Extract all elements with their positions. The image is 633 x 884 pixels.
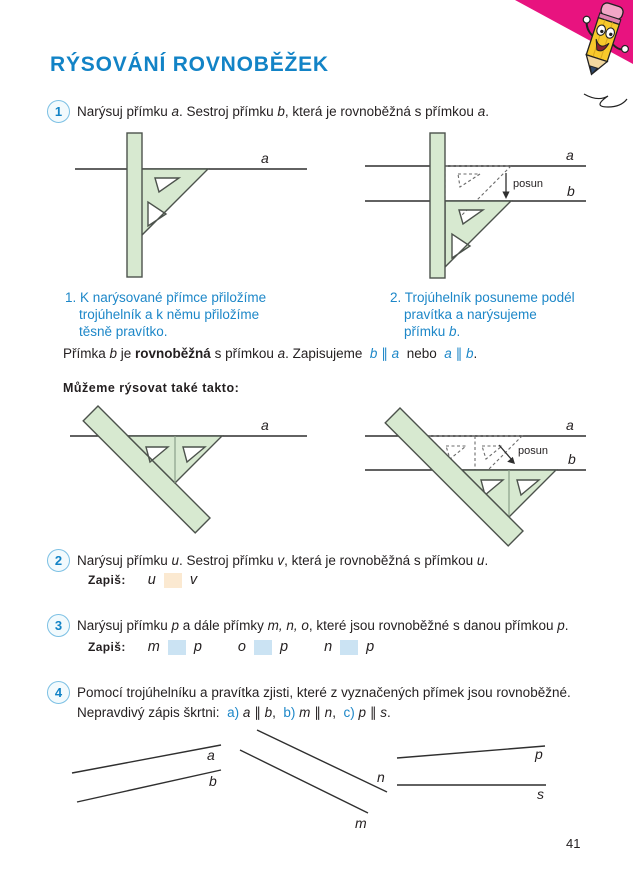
answer-box[interactable] — [164, 573, 182, 588]
line-m — [240, 750, 368, 813]
answer-box[interactable] — [168, 640, 186, 655]
answer-group — [148, 639, 202, 655]
line-m-label: m — [355, 815, 367, 831]
ruler — [127, 133, 142, 277]
line-a-label: a — [261, 150, 269, 166]
parallel-definition: Přímka b je rovnoběžná s přímkou a. Zapisujeme b ∥ a nebo a ∥ b. — [63, 346, 478, 361]
exercise-1-number: 1 — [47, 100, 70, 123]
var-right: v — [189, 572, 198, 588]
line-n-label: n — [377, 769, 385, 785]
var-left: o — [237, 639, 246, 655]
exercise-3-answer-row — [88, 639, 410, 655]
ruler — [430, 133, 445, 278]
ruler — [83, 406, 210, 533]
line-n — [257, 730, 387, 792]
answer-box[interactable] — [340, 640, 358, 655]
line-a-label: a — [207, 747, 215, 763]
step-note-2: 2. Trojúhelník posuneme podél pravítka a narýsujeme přímku b. — [390, 290, 575, 339]
line-p — [397, 746, 545, 758]
page-title: RÝSOVÁNÍ ROVNOBĚŽEK — [50, 53, 329, 76]
line-b-label: b — [567, 183, 575, 199]
line-a-label: a — [566, 417, 574, 433]
step-note-1: 1. K narýsované přímce přiložíme trojúhelník a k němu přiložíme těsně pravítko. — [65, 290, 267, 339]
exercise-3-number: 3 — [47, 614, 70, 637]
exercise-2-answer-row — [88, 572, 233, 588]
answer-box[interactable] — [254, 640, 272, 655]
line-a-label: a — [566, 147, 574, 163]
line-b-label: b — [209, 773, 217, 789]
exercise-2-number: 2 — [47, 549, 70, 572]
exercise-3-text: Narýsuj přímku p a dále přímky m, n, o, které jsou rovnoběžné s danou přímkou p. — [77, 618, 569, 633]
exercise-4-text-line2: Nepravdivý zápis škrtni: a) a ∥ b, b) m ∥ n, c) p ∥ s. — [77, 705, 391, 720]
posun-label: posun — [513, 178, 543, 190]
set-square — [141, 169, 208, 236]
posun-arrowhead — [507, 457, 515, 464]
line-p-label: p — [535, 746, 543, 762]
posun-arrowhead — [502, 192, 509, 200]
line-a — [72, 745, 221, 773]
line-b-label: b — [568, 451, 576, 467]
exercise-4-number: 4 — [47, 681, 70, 704]
var-left: n — [324, 639, 333, 655]
answer-group — [238, 639, 288, 655]
diagram-ruler-diagonal-start — [55, 398, 355, 548]
zapis-label: Zapiš: — [88, 640, 126, 654]
answer-group — [148, 572, 197, 588]
var-left: m — [147, 639, 160, 655]
also-heading: Můžeme rýsovat také takto: — [63, 381, 240, 395]
var-left: u — [147, 572, 156, 588]
corner-decoration — [500, 0, 633, 118]
var-right: p — [280, 639, 289, 655]
diagram-ruler-vertical-start — [55, 130, 355, 285]
diagram-ruler-vertical-shift — [360, 130, 633, 290]
diagram-ruler-diagonal-shift — [360, 398, 633, 553]
zapis-label: Zapiš: — [88, 573, 126, 587]
page-number: 41 — [566, 836, 581, 851]
posun-label: posun — [518, 445, 548, 457]
exercise-1-text: Narýsuj přímku a. Sestroj přímku b, která je rovnoběžná s přímkou a. — [77, 104, 489, 119]
set-square — [445, 201, 511, 267]
exercise-4-text-line1: Pomocí trojúhelníku a pravítka zjisti, které z vyznačených přímek jsou rovnoběžné. — [77, 685, 571, 700]
diagram-line-pairs — [40, 726, 600, 844]
var-right: p — [366, 639, 375, 655]
line-s-label: s — [537, 786, 544, 802]
answer-group — [324, 639, 374, 655]
line-b — [77, 770, 221, 802]
exercise-2-text: Narýsuj přímku u. Sestroj přímku v, která je rovnoběžná s přímkou u. — [77, 553, 489, 568]
var-right: p — [193, 639, 202, 655]
line-a-label: a — [261, 417, 269, 433]
